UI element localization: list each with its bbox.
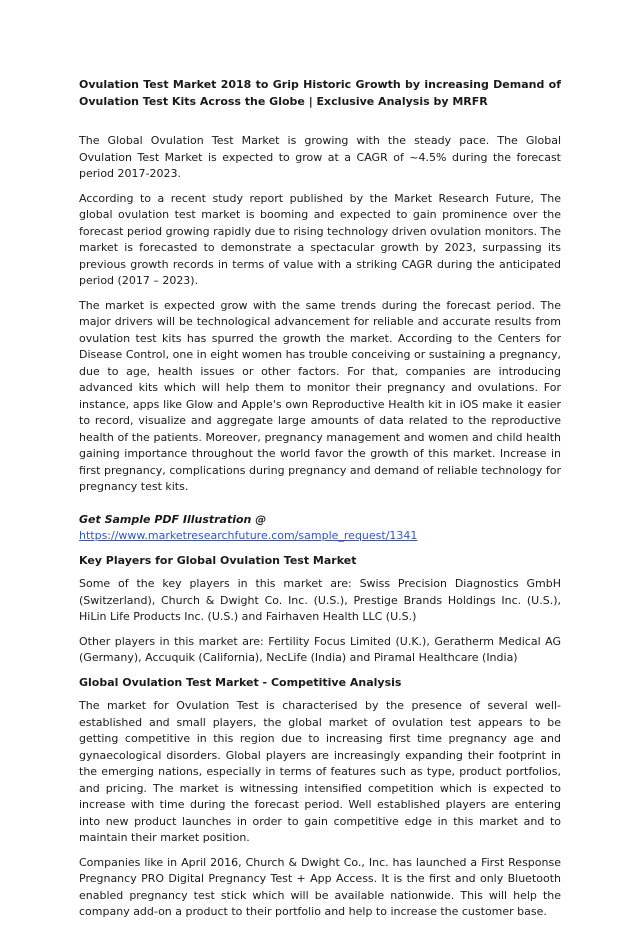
- intro-paragraph-2: According to a recent study report published by the Market Research Future, The global ovulation test market is booming and expected to gain prominence over the forecast period growing rapidly due to rising technology driven ovulation monitors. The market is forecasted to demonstrate a spectacular growth by 2023, surpassing its previous growth records in terms of value with a striking CAGR during the anticipated period (2017 – 2023).: [79, 191, 561, 287]
- competitive-paragraph-2: Companies like in April 2016, Church & Dwight Co., Inc. has launched a First Response Pregnancy PRO Digital Pregnancy Test + App Access. It is the first and only Bluetooth enabled pregnancy test stick which will be available nationwide. This will help the company add-on a product to their portfolio and help to increase the customer base.: [79, 855, 561, 918]
- document-title: Ovulation Test Market 2018 to Grip Historic Growth by increasing Demand of Ovulation Test Kits Across the Globe | Exclusive Analysis by MRFR: [79, 78, 561, 108]
- document-page: [79, 77, 561, 929]
- sample-pdf-label: Get Sample PDF Illustration @: [79, 512, 267, 526]
- key-players-paragraph-1: Some of the key players in this market are: Swiss Precision Diagnostics GmbH (Switzerland), Church & Dwight Co. Inc. (U.S.), Prestige Brands Holdings Inc. (U.S.), HiLin Life Products Inc. (U.S.) and Fairhaven Health LLC (U.S.): [79, 577, 561, 623]
- competitive-paragraph-1: The market for Ovulation Test is characterised by the presence of several well-established and small players, the global market of ovulation test appears to be getting competitive in this region due to increasing first time pregnancy age and gynaecological disorders. Global players are increasingly expanding their footprint in the emerging nations, especially in terms of features such as type, product portfolios, and pricing. The market is witnessing intensified competition which is expected to increase with time during the forecast period. Well established players are entering into new product launches in order to gain competitive edge in this market and to maintain their market position.: [79, 699, 561, 844]
- key-players-paragraph-2: Other players in this market are: Fertility Focus Limited (U.K.), Geratherm Medical AG (Germany), Accuquik (California), NecLife (India) and Piramal Healthcare (India): [79, 634, 561, 664]
- intro-paragraph-1: The Global Ovulation Test Market is growing with the steady pace. The Global Ovulation Test Market is expected to grow at a CAGR of ~4.5% during the forecast period 2017-2023.: [79, 134, 561, 180]
- intro-paragraph-3: The market is expected grow with the same trends during the forecast period. The major drivers will be technological advancement for reliable and accurate results from ovulation test kits has spurred the growth the market. According to the Centers for Disease Control, one in eight women has trouble conceiving or sustaining a pregnancy, due to age, health issues or other factors. For that, companies are introducing advanced kits which will help them to monitor their pregnancy and ovulations. For instance, apps like Glow and Apple's own Reproductive Health kit in iOS make it easier to record, visualize and aggregate large amounts of data related to the reproductive health of the patients. Moreover, pregnancy management and women and child health gaining importance throughout the world favor the growth of this market. Increase in first pregnancy, complications during pregnancy and demand of reliable technology for pregnancy test kits.: [79, 298, 561, 493]
- sample-request-link[interactable]: https://www.marketresearchfuture.com/sample_request/1341: [79, 529, 418, 542]
- competitive-analysis-heading: Global Ovulation Test Market - Competitive Analysis: [79, 675, 402, 689]
- key-players-heading: Key Players for Global Ovulation Test Market: [79, 553, 357, 567]
